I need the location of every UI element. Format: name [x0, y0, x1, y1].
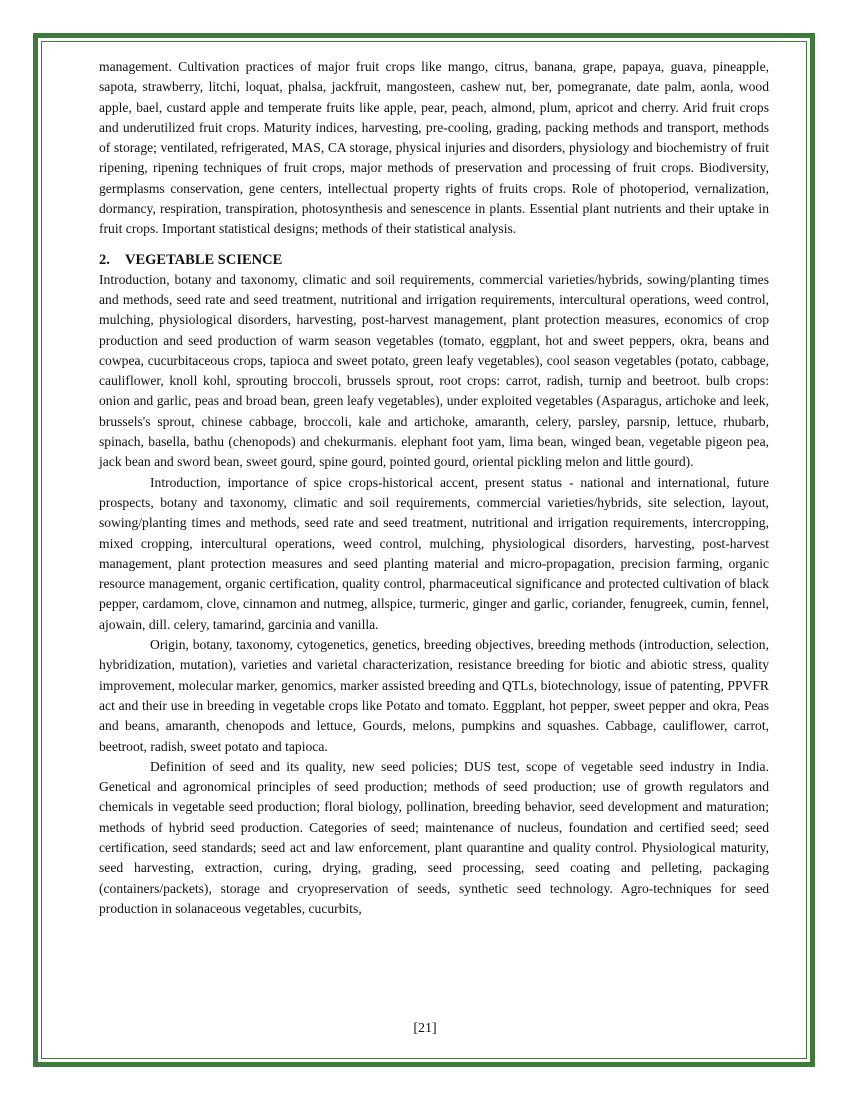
- paragraph-vegetable-intro: Introduction, botany and taxonomy, climatic and soil requirements, commercial varieties/hybrids, sowing/planting times and methods, seed rate and seed treatment, nutritional and irrigation requirements, intercultural operations, weed control, mulching, physiological disorders, harvesting, post-harvest management, plant protection measures, economics of crop production and seed production of warm season vegetables (tomato, eggplant, hot and sweet peppers, okra, beans and cowpea, cucurbitaceous crops, tapioca and sweet potato, green leafy vegetables), cool season vegetables (potato, cabbage, cauliflower, knoll kohl, sprouting broccoli, brussels sprout, root crops: carrot, radish, turnip and beetroot. bulb crops: onion and garlic, peas and broad bean, green leafy vegetables), under exploited vegetables (Asparagus, artichoke and leek, brussels's sprout, chinese cabbage, broccoli, kale and artichoke, amaranth, celery, parsley, parsnip, lettuce, rhubarb, spinach, basella, bathu (chenopods) and chekurmanis. elephant foot yam, lima bean, winged bean, vegetable pigeon pea, jack bean and sword bean, sweet gourd, spine gourd, pointed gourd, oriental pickling melon and little gourd).: [99, 271, 769, 470]
- section-title: VEGETABLE SCIENCE: [125, 251, 283, 268]
- document-body: [99, 57, 769, 919]
- section-heading: [99, 250, 769, 270]
- paragraph-breeding: Origin, botany, taxonomy, cytogenetics, genetics, breeding objectives, breeding methods (introduction, selection, hybridization, mutation), varieties and varietal characterization, resistance breeding for biotic and abiotic stress, quality improvement, molecular marker, genomics, marker assisted breeding and QTLs, biotechnology, issue of patenting, PPVFR act and their use in breeding in vegetable crops like Potato and tomato. Eggplant, hot pepper, sweet pepper and okra, Peas and beans, amaranth, chenopods and lettuce, Gourds, melons, pumpkins and squashes. Cabbage, cauliflower, carrot, beetroot, radish, sweet potato and tapioca.: [99, 637, 769, 754]
- paragraph-fruit-crops: management. Cultivation practices of major fruit crops like mango, citrus, banana, grape, papaya, guava, pineapple, sapota, strawberry, litchi, loquat, phalsa, jackfruit, mangosteen, cashew nut, ber, pomegranate, date palm, aonla, wood apple, bael, custard apple and temperate fruits like apple, pear, peach, almond, plum, apricot and cherry. Arid fruit crops and underutilized fruit crops. Maturity indices, harvesting, pre-cooling, grading, packing methods and transport, methods of storage; ventilated, refrigerated, MAS, CA storage, physical injuries and disorders, physiology and biochemistry of fruit ripening, ripening techniques of fruit crops, major methods of preservation and processing of fruit crops. Biodiversity, germplasms conservation, gene centers, intellectual property rights of fruits crops. Role of photoperiod, vernalization, dormancy, respiration, transpiration, photosynthesis and senescence in plants. Essential plant nutrients and their uptake in fruit crops. Important statistical designs; methods of their statistical analysis.: [99, 59, 769, 237]
- section-number: 2.: [99, 251, 110, 268]
- paragraph-seed-production: Definition of seed and its quality, new seed policies; DUS test, scope of vegetable seed industry in India. Genetical and agronomical principles of seed production; methods of seed production; use of growth regulators and chemicals in vegetable seed production; floral biology, pollination, breeding behavior, seed development and maturation; methods of hybrid seed production. Categories of seed; maintenance of nucleus, foundation and certified seed; seed certification, seed standards; seed act and law enforcement, plant quarantine and quality control. Physiological maturity, seed harvesting, extraction, curing, drying, grading, seed processing, seed coating and pelleting, packaging (containers/packets), storage and cryopreservation of seeds, synthetic seed technology. Agro-techniques for seed production in solanaceous vegetables, cucurbits,: [99, 758, 769, 916]
- paragraph-spice-crops: Introduction, importance of spice crops-historical accent, present status - national and international, future prospects, botany and taxonomy, climatic and soil requirements, commercial varieties/hybrids, site selection, layout, sowing/planting times and methods, seed rate and seed treatment, nutritional and irrigation requirements, intercropping, mixed cropping, intercultural operations, weed control, mulching, physiological disorders, harvesting, post-harvest management, plant protection measures and seed planting material and micro-propagation, precision farming, organic resource management, organic certification, quality control, pharmaceutical significance and protected cultivation of black pepper, cardamom, clove, cinnamon and nutmeg, allspice, turmeric, ginger and garlic, coriander, fenugreek, cumin, fennel, ajowain, dill. celery, tamarind, garcinia and vanilla.: [99, 474, 769, 632]
- page-number: [21]: [413, 1021, 437, 1036]
